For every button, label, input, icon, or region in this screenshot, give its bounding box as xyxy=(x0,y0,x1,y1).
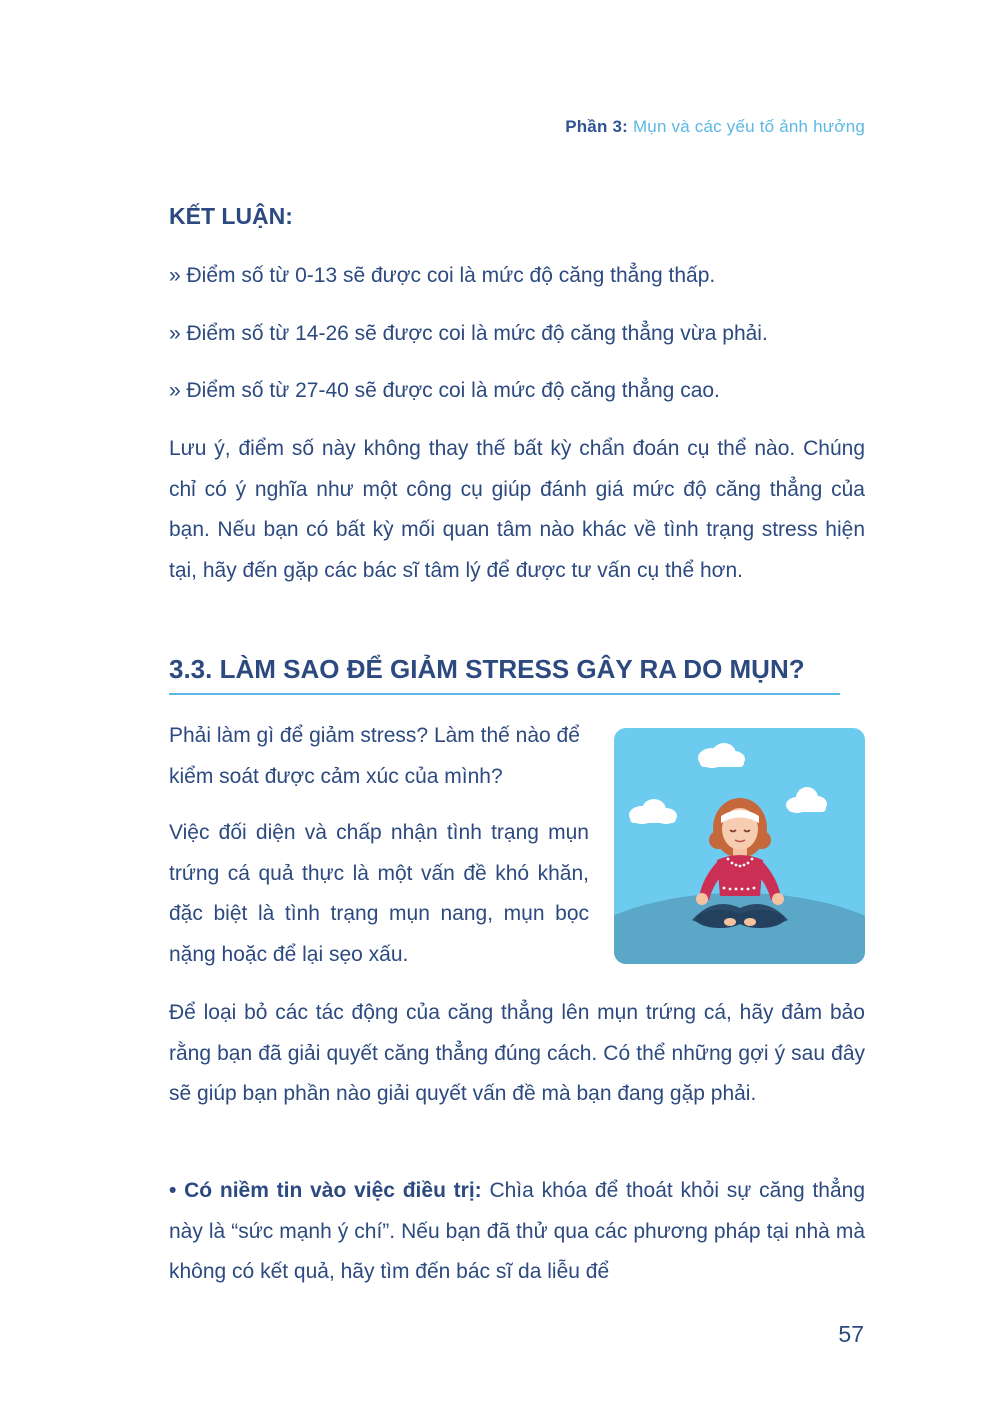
section-paragraph: Để loại bỏ các tác động của căng thẳng lên mụn trứng cá, hãy đảm bảo rằng bạn đã giải quyết căng thẳng đúng cách. Có thể những gợi ý sau đây sẽ giúp bạn phần nào giải quyết vấn đề mà bạn đang gặp phải. xyxy=(169,1001,865,1105)
tip-paragraph xyxy=(169,1171,865,1293)
conclusion-note: Lưu ý, điểm số này không thay thế bất kỳ chẩn đoán cụ thể nào. Chúng chỉ có ý nghĩa như một công cụ giúp đánh giá mức độ căng thẳng của bạn. Nếu bạn có bất kỳ mối quan tâm nào khác về tình trạng stress hiện tại, hãy đến gặp các bác sĩ tâm lý để được tư vấn cụ thể hơn. xyxy=(169,437,865,582)
running-header xyxy=(565,117,865,137)
conclusion-item: » Điểm số từ 14-26 sẽ được coi là mức độ căng thẳng vừa phải. xyxy=(169,322,768,345)
page-number: 57 xyxy=(838,1321,864,1347)
section-paragraph: Việc đối diện và chấp nhận tình trạng mụn trứng cá quả thực là một vấn đề khó khăn, đặc biệt là tình trạng mụn nang, mụn bọc nặng hoặc để lại sẹo xấu. xyxy=(169,821,589,966)
tip-text: Chìa khóa để thoát khỏi sự căng thẳng này là “sức mạnh ý chí”. Nếu bạn đã thử qua các phương pháp tại nhà mà không có kết quả, hãy tìm đến bác sĩ da liễu để xyxy=(169,1179,866,1283)
meditation-illustration xyxy=(614,728,865,964)
tip-lead: • Có niềm tin vào việc điều trị: xyxy=(169,1179,482,1202)
section-heading: 3.3. LÀM SAO ĐỂ GIẢM STRESS GÂY RA DO MỤN? xyxy=(169,654,840,695)
conclusion-item: » Điểm số từ 0-13 sẽ được coi là mức độ căng thẳng thấp. xyxy=(169,264,716,287)
section-intro: Phải làm gì để giảm stress? Làm thế nào để kiểm soát được cảm xúc của mình? xyxy=(169,724,580,788)
header-part: Phần 3: xyxy=(565,117,628,136)
conclusion-heading: KẾT LUẬN: xyxy=(169,203,293,229)
header-title: Mụn và các yếu tố ảnh hưởng xyxy=(632,117,865,136)
meditating-woman-icon xyxy=(614,728,865,964)
conclusion-item: » Điểm số từ 27-40 sẽ được coi là mức độ căng thẳng cao. xyxy=(169,379,720,402)
